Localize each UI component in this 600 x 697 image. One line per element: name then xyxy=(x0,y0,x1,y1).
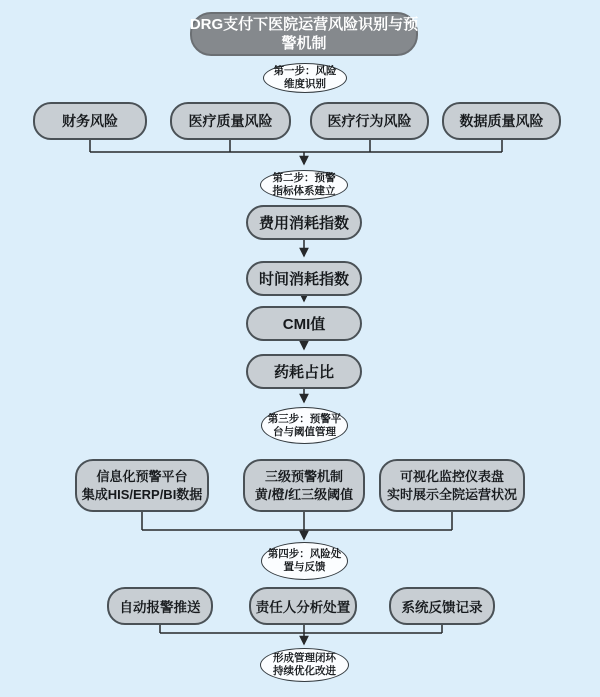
risk-box-medical-behavior-label: 医疗行为风险 xyxy=(327,113,412,129)
title-line-1: DRG支付下医院运营风险识别与预 xyxy=(189,16,419,33)
platform-box-info-system-line2: 集成HIS/ERP/BI数据 xyxy=(81,486,203,502)
indicator-box-cost-index-label: 费用消耗指数 xyxy=(258,215,349,232)
response-box-auto-alert xyxy=(107,587,213,625)
platform-box-info-system xyxy=(75,459,209,512)
indicator-box-drug-ratio xyxy=(246,354,362,389)
closing-ellipse xyxy=(260,648,349,682)
risk-box-data-quality xyxy=(442,102,561,140)
step1-line-2: 维度识别 xyxy=(284,78,326,90)
title-node xyxy=(190,12,418,56)
step2-line-1: 第二步：预警 xyxy=(272,172,336,184)
closing-line-1: 形成管理闭环 xyxy=(273,652,336,664)
platform-box-dashboard-line2: 实时展示全院运营状况 xyxy=(386,486,517,502)
platform-box-three-level-warning-line1: 三级预警机制 xyxy=(264,468,343,484)
risk-box-finance-label: 财务风险 xyxy=(62,113,118,129)
step1-line-1: 第一步：风险 xyxy=(273,65,337,77)
response-box-system-feedback-label: 系统反馈记录 xyxy=(401,600,483,615)
step1-ellipse xyxy=(263,63,347,93)
platform-box-dashboard-line1: 可视化监控仪表盘 xyxy=(399,468,504,484)
step3-ellipse xyxy=(261,407,348,444)
indicator-box-cost-index xyxy=(246,205,362,240)
platform-box-three-level-warning-line2: 黄/橙/红三级阈值 xyxy=(254,486,354,502)
response-box-system-feedback xyxy=(389,587,495,625)
step4-line-1: 第四步：风险处 xyxy=(267,548,342,560)
step2-ellipse xyxy=(260,170,348,200)
step4-ellipse xyxy=(261,542,348,580)
step3-line-1: 第三步：预警平 xyxy=(267,412,342,425)
indicator-box-cmi-label: CMI值 xyxy=(282,316,326,333)
risk-box-medical-quality-label: 医疗质量风险 xyxy=(188,113,273,129)
indicator-box-cmi xyxy=(246,306,362,341)
platform-box-three-level-warning xyxy=(243,459,365,512)
step4-line-2: 置与反馈 xyxy=(283,561,326,573)
platform-box-dashboard xyxy=(379,459,525,512)
response-box-owner-analysis-label: 责任人分析处置 xyxy=(255,600,351,615)
step3-line-2: 台与阈值管理 xyxy=(273,425,336,438)
indicator-box-drug-ratio-label: 药耗占比 xyxy=(273,364,334,381)
indicator-box-time-index-label: 时间消耗指数 xyxy=(258,271,349,288)
response-box-owner-analysis xyxy=(249,587,357,625)
indicator-box-time-index xyxy=(246,261,362,296)
risk-box-data-quality-label: 数据质量风险 xyxy=(459,113,544,129)
closing-line-2: 持续优化改进 xyxy=(273,665,336,677)
response-box-auto-alert-label: 自动报警推送 xyxy=(119,600,201,615)
risk-box-medical-quality xyxy=(170,102,291,140)
risk-box-medical-behavior xyxy=(310,102,429,140)
step2-line-2: 指标体系建立 xyxy=(272,185,336,197)
risk-box-finance xyxy=(33,102,147,140)
title-line-2: 警机制 xyxy=(281,35,327,52)
platform-box-info-system-line1: 信息化预警平台 xyxy=(96,468,188,484)
